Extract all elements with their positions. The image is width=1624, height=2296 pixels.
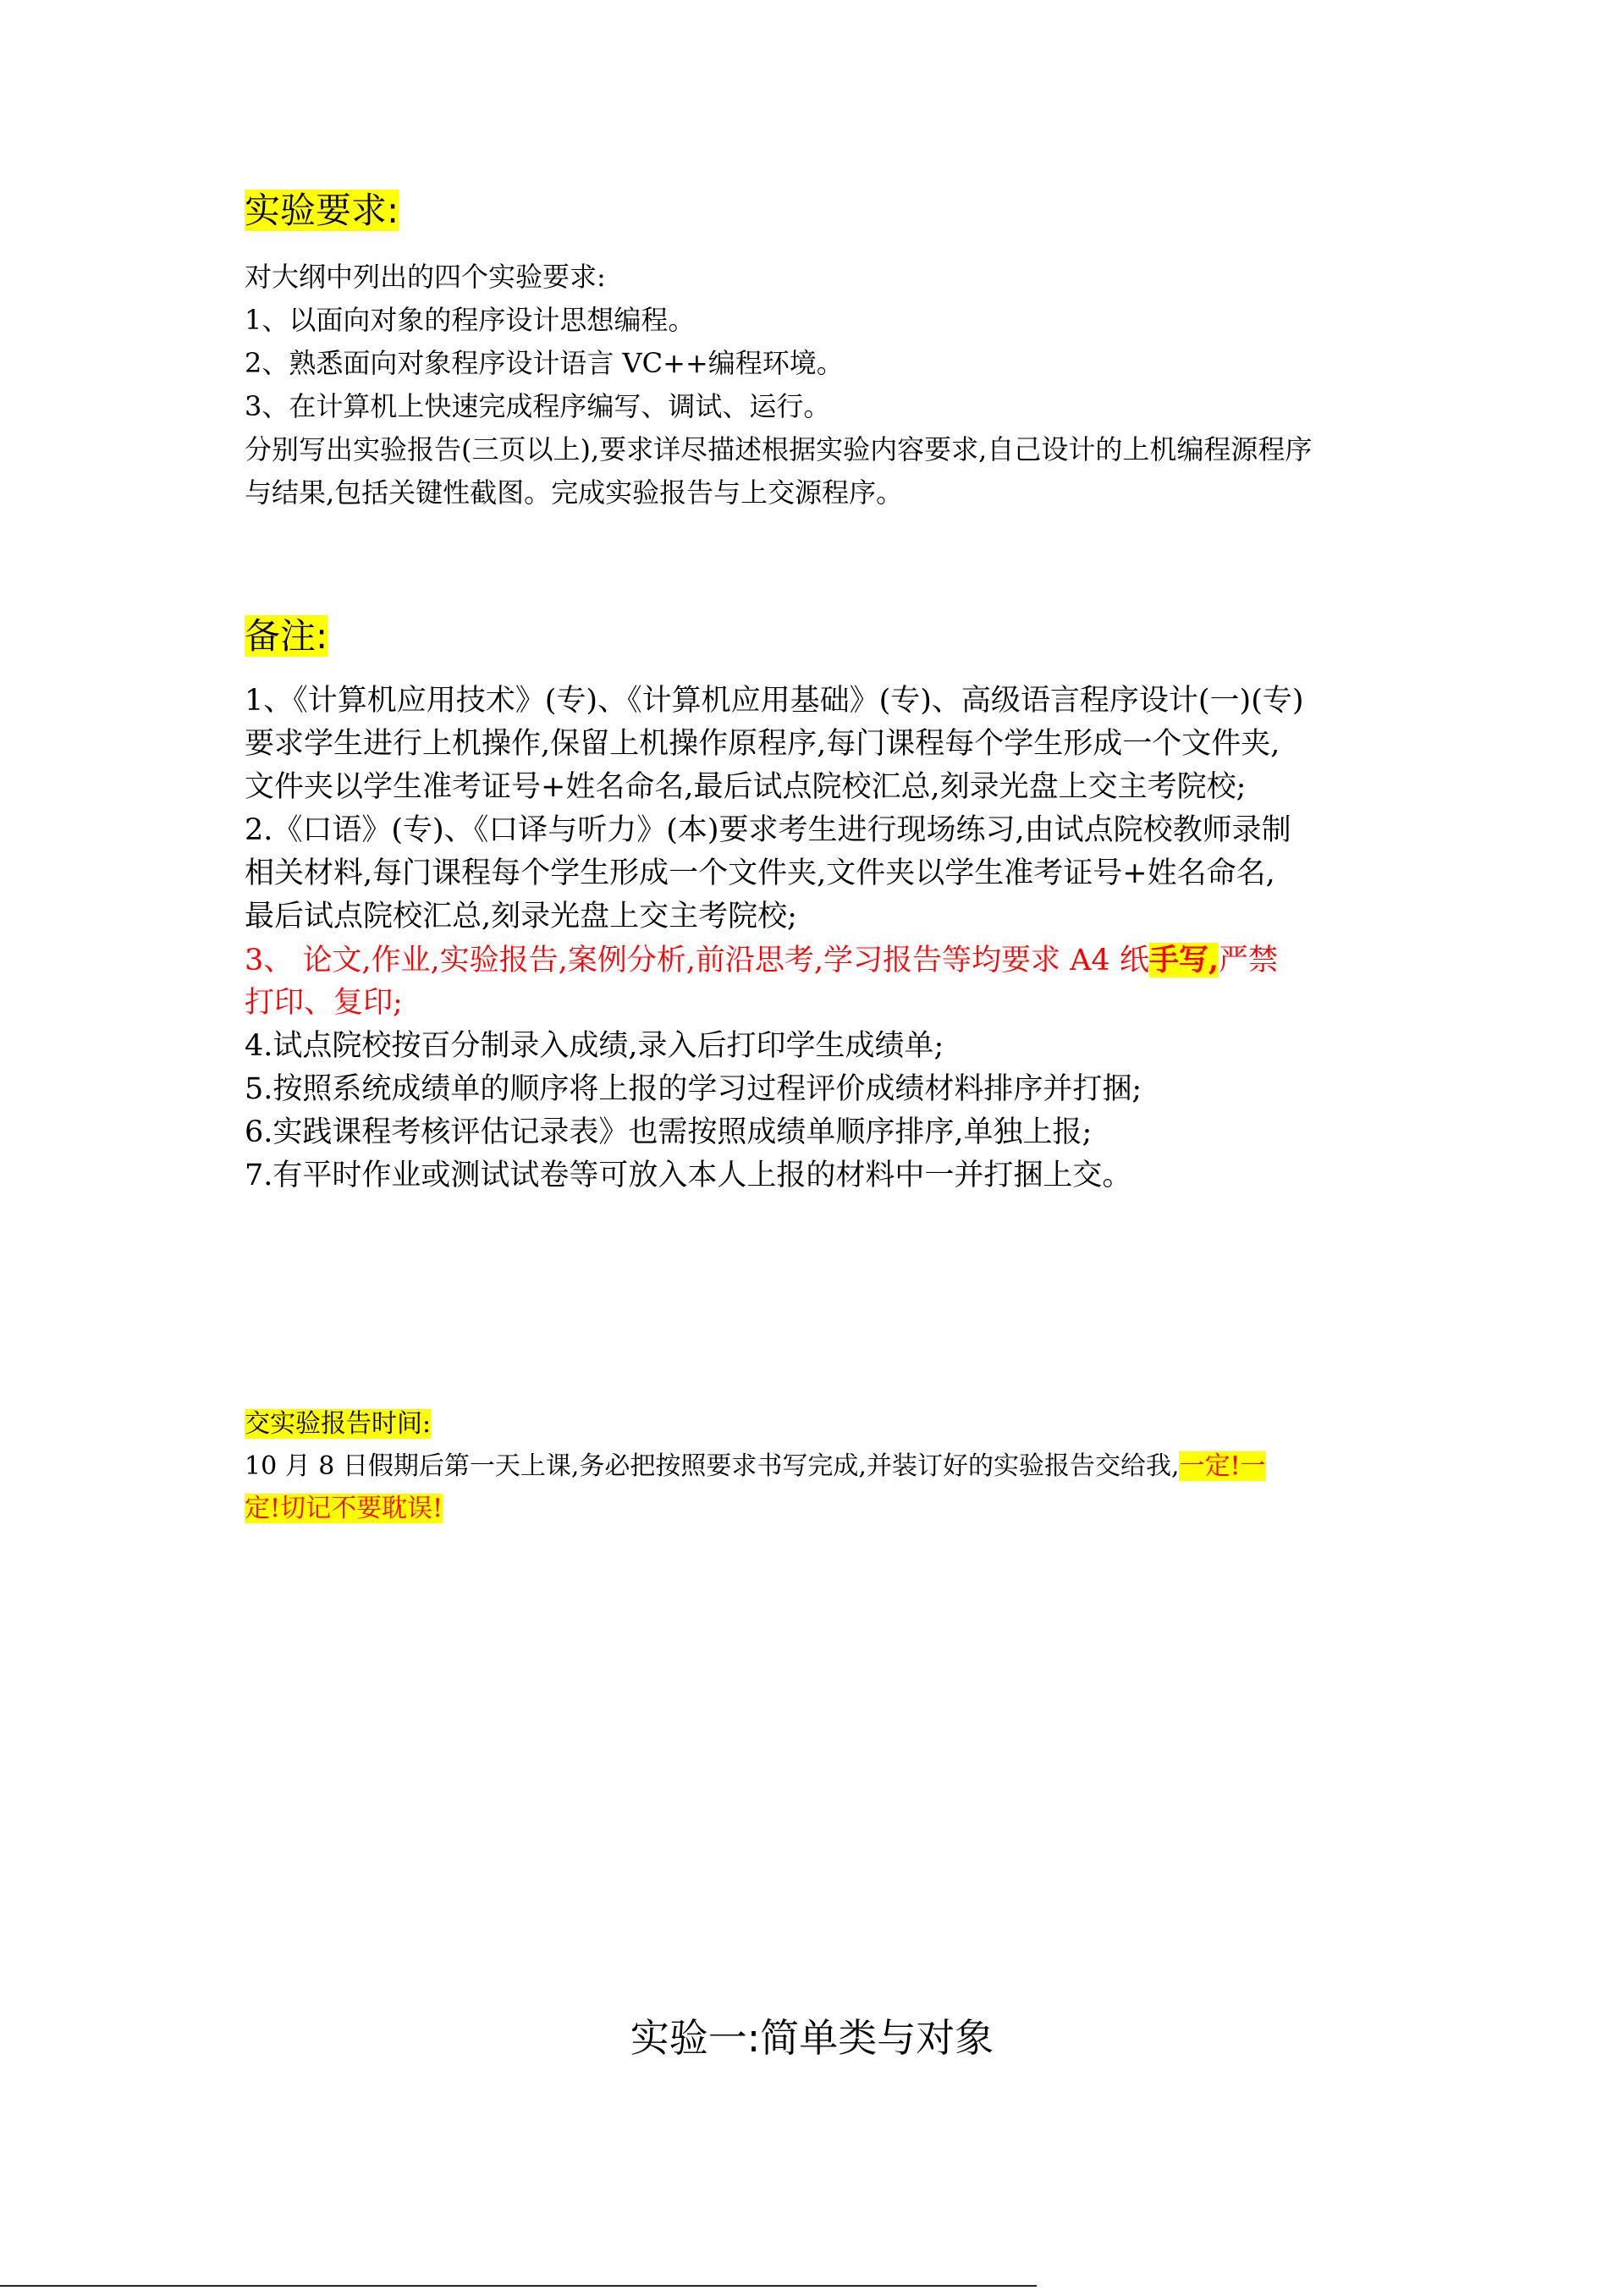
requirements-line: 与结果,包括关键性截图。完成实验报告与上交源程序。 <box>245 476 904 509</box>
submission-section <box>245 1403 1396 1530</box>
notes-item-2-line: 最后试点院校汇总,刻录光盘上交主考院校; <box>245 900 797 933</box>
notes-item-1-line: 文件夹以学生准考证号+姓名命名,最后试点院校汇总,刻录光盘上交主考院校; <box>245 770 1247 804</box>
notes-item-3-line-2: 打印、复印; <box>245 986 403 1020</box>
notes-item-2-line: 2.《口语》(专)、《口译与听力》(本)要求考生进行现场练习,由试点院校教师录制 <box>245 813 1291 847</box>
notes-item-6: 6.实践课程考核评估记录表》也需按照成绩单顺序排序,单独上报; <box>245 1115 1093 1149</box>
notes-item-3-suffix: 严禁 <box>1219 944 1279 977</box>
requirements-heading <box>245 188 399 234</box>
submission-line-1-highlight: 一定!一 <box>1179 1451 1266 1481</box>
requirements-line: 3、在计算机上快速完成程序编写、调试、运行。 <box>245 390 831 422</box>
page-bottom-divider <box>0 2285 1037 2287</box>
experiment-title: 实验一:简单类与对象 <box>630 2015 994 2061</box>
notes-item-1-line: 1、《计算机应用技术》(专)、《计算机应用基础》(专)、高级语言程序设计(一)(专) <box>245 684 1304 718</box>
submission-line-2-highlight: 定!切记不要耽误! <box>245 1494 443 1523</box>
submission-heading <box>245 1403 1396 1445</box>
requirements-body <box>245 256 1396 515</box>
requirements-heading-text: 实验要求: <box>245 190 399 231</box>
submission-line-1 <box>245 1445 1396 1488</box>
notes-body <box>245 680 1396 1198</box>
submission-heading-text: 交实验报告时间: <box>245 1409 432 1439</box>
notes-item-2-line: 相关材料,每门课程每个学生形成一个文件夹,文件夹以学生准考证号+姓名命名, <box>245 856 1275 890</box>
requirements-line: 2、熟悉面向对象程序设计语言 VC++编程环境。 <box>245 347 844 379</box>
notes-item-4: 4.试点院校按百分制录入成绩,录入后打印学生成绩单; <box>245 1029 944 1063</box>
notes-item-3-emphasis: 手写, <box>1148 943 1219 977</box>
notes-item-3-prefix: 3、 论文,作业,实验报告,案例分析,前沿思考,学习报告等均要求 A4 纸 <box>245 944 1149 977</box>
notes-item-5: 5.按照系统成绩单的顺序将上报的学习过程评价成绩材料排序并打捆; <box>245 1072 1142 1106</box>
requirements-line: 分别写出实验报告(三页以上),要求详尽描述根据实验内容要求,自己设计的上机编程源程序 <box>245 433 1313 465</box>
notes-item-1-line: 要求学生进行上机操作,保留上机操作原程序,每门课程每个学生形成一个文件夹, <box>245 727 1280 761</box>
requirements-line: 1、以面向对象的程序设计思想编程。 <box>245 304 696 336</box>
submission-line-1-text: 10 月 8 日假期后第一天上课,务必把按照要求书写完成,并装订好的实验报告交给我, <box>245 1451 1180 1481</box>
notes-item-3-line <box>245 939 1396 982</box>
notes-heading-text: 备注: <box>245 615 328 657</box>
notes-item-7: 7.有平时作业或测试试卷等可放入本人上报的材料中一并打捆上交。 <box>245 1159 1132 1192</box>
submission-line-2 <box>245 1488 1396 1530</box>
notes-heading <box>245 614 328 659</box>
requirements-line: 对大纲中列出的四个实验要求: <box>245 261 606 293</box>
